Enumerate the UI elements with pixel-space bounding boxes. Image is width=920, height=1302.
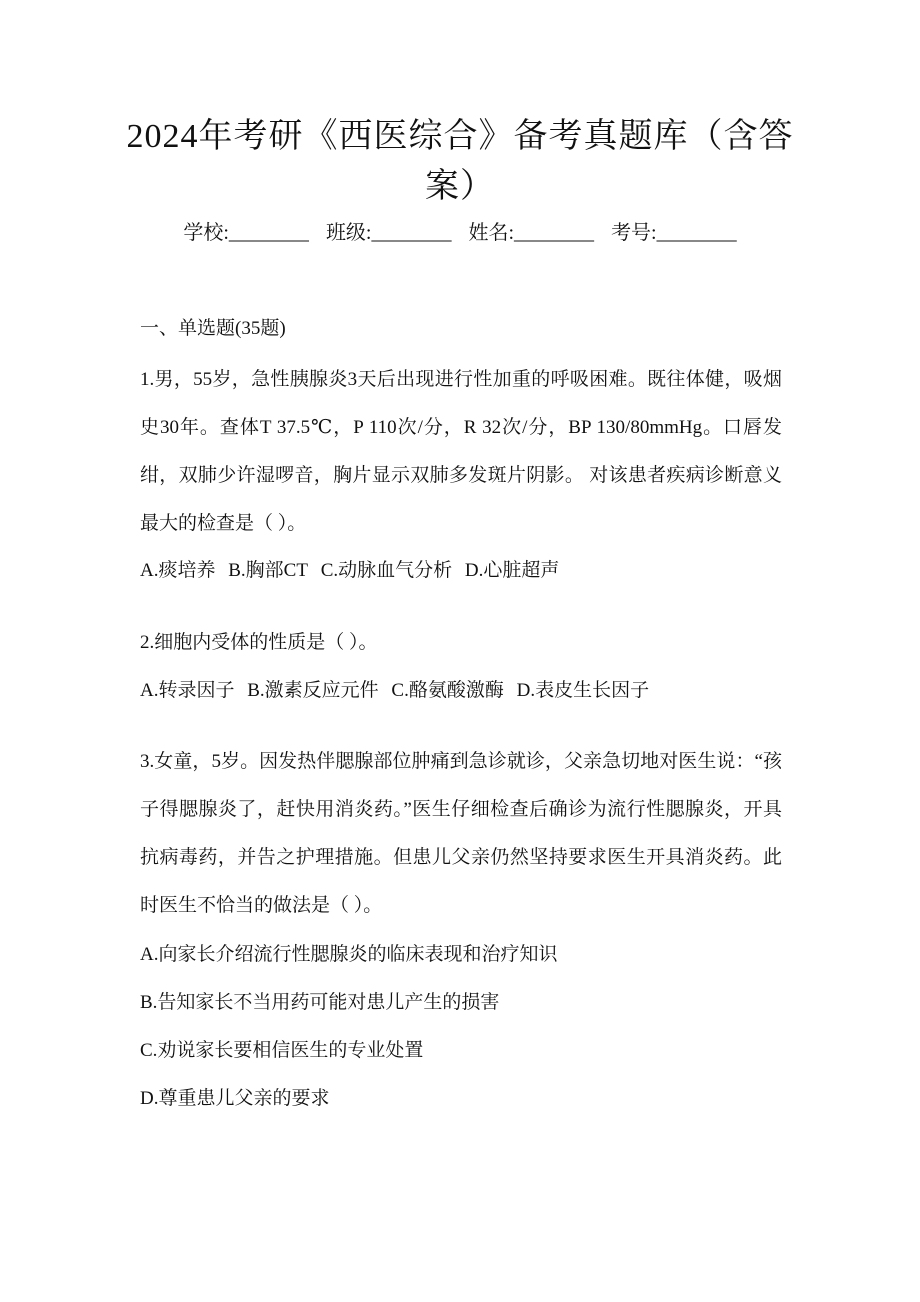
name-field: 姓名:________ — [468, 222, 595, 244]
question-1-option-d: D.心脏超声 — [464, 560, 560, 581]
question-2-option-b: B.激素反应元件 — [247, 680, 379, 701]
question-2-options — [140, 676, 657, 706]
question-1-option-b: B.胸部CT — [228, 560, 308, 581]
question-3-option-c: C.劝说家长要相信医生的专业处置 — [140, 1040, 424, 1061]
question-1-option-c: C.动脉血气分析 — [320, 560, 453, 581]
question-3-option-a: A.向家长介绍流行性腮腺炎的临床表现和治疗知识 — [140, 944, 558, 965]
question-2-stem: 2.细胞内受体的性质是（ ）。 — [140, 632, 378, 653]
exam-number-field: 考号:________ — [611, 222, 737, 244]
question-2-option-a: A.转录因子 — [140, 680, 235, 701]
question-1-option-a: A.痰培养 — [140, 560, 216, 581]
section-title: 一、单选题(35题) — [140, 318, 286, 339]
question-2-option-d: D.表皮生长因子 — [516, 680, 650, 701]
question-2-option-c: C.酪氨酸激酶 — [391, 680, 504, 701]
question-3-stem: 3.女童，5岁。因发热伴腮腺部位肿痛到急诊就诊，父亲急切地对医生说：“孩子得腮腺炎了，赶快用消炎药。”医生仔细检查后确诊为流行性腮腺炎，开具抗病毒药，并告之护理措施。但患儿父亲仍然坚持要求医生开具消炎药。此时医生不恰当的做法是（ ）。 — [140, 751, 782, 916]
student-info-line — [0, 218, 920, 248]
question-3-option-b: B.告知家长不当用药可能对患儿产生的损害 — [140, 992, 500, 1013]
school-field: 学校:________ — [183, 222, 309, 244]
question-3-option-d: D.尊重患儿父亲的要求 — [140, 1088, 330, 1109]
question-1-options — [140, 556, 567, 586]
question-1-stem: 1.男，55岁，急性胰腺炎3天后出现进行性加重的呼吸困难。既往体健，吸烟史30年。查体T 37.5℃，P 110次/分，R 32次/分，BP 130/80mmHg。口唇发绀，双肺少许湿啰音，胸片显示双肺多发斑片阴影。 对该患者疾病诊断意义最大的检查是（ ）。 — [140, 369, 782, 534]
class-field: 班级:________ — [325, 222, 452, 244]
document-title: 2024年考研《西医综合》备考真题库（含答案） — [126, 118, 794, 205]
